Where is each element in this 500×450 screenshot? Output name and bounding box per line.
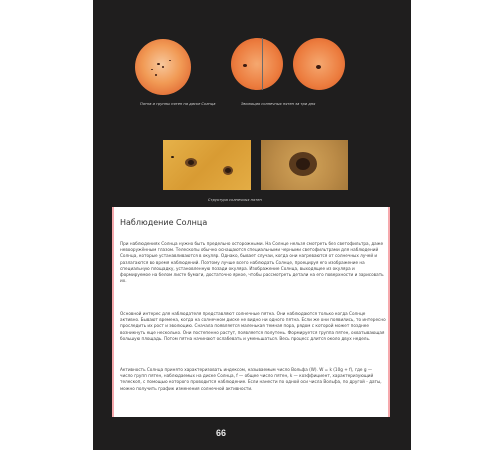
paragraph: Активность Солнца принято характеризовать индексом, называемым число Вольфа (W). W = k (10g + f), где g — число групп пятен, наблюдаемых на диске Солнца, f — общее число пятен, k — коэффициент, характеризующий телескоп, с помощью которого проводится наблюдение. Если нанести по одной оси числа Вольфа, по другой - даты, можно получить график изменения солнечной активности. [120,367,382,391]
sunspot [169,60,171,61]
sun-evolution-photo-1 [231,38,283,90]
sunspot [151,69,153,70]
text-panel [112,207,390,417]
umbra [296,158,310,170]
sunspot [162,66,164,68]
section-title: Наблюдение Солнца [120,218,208,227]
sunspot-structure-photo-1 [163,140,251,190]
sunspot [157,63,160,65]
sunspot-structure-photo-2 [261,140,348,190]
sun-evolution-photo-2 [293,38,345,90]
sunspot [243,64,247,67]
caption-structure: Структура солнечных пятен [208,198,262,202]
paragraph: Основной интерес для наблюдателя представляют солнечные пятна. Они наблюдаются только когда Солнце активно. Бывают времена, когда на солнечном диске не видно ни одного пятна. Если же они появились, то интересно проследить их рост и эволюцию. Сначала появляется маленькая темная пора, рядом с которой может позднее возникнуть еще несколько. Они постепенно растут, появляется полутень. Формируется группа пятен, охватывающая большую площадь. Потом пятна начинают ослабевать и уменьшаться. Весь процесс длится около двух недель. [120,311,386,341]
paragraph: При наблюдениях Солнца нужно быть предельно осторожными. На Солнце нельзя смотреть без светофильтра, даже невооружённым глазом. Телескопы обычно оснащаются специальными черными светофильтрами для наблюдений Солнца, которые устанавливаются в окуляр. Однако, бывает случаи, когда они нагреваются от солнечных лучей и разлагаются во время наблюдений. Поэтому лучше всего наблюдать Солнце, проецируя его изображение на специальную площадку, установленную позади окуляра. Изображение Солнца, выходящее из окуляра и формируемое на белом листе бумаги, достаточно яркое, чтобы рассмотреть детали на его поверхности и зарисовать их. [120,241,384,284]
umbra [188,160,194,165]
photo-divider [262,38,263,90]
umbra [171,156,174,158]
page-number: 66 [216,428,227,438]
caption-sun-disk: Пятна и группы пятен на диске Солнца [140,102,216,106]
caption-evolution: Эволюция солнечных пятен за три дня [241,102,316,106]
sunspot [155,74,157,76]
sun-disk-photo [135,39,191,95]
sunspot [316,65,321,69]
umbra [225,168,231,173]
